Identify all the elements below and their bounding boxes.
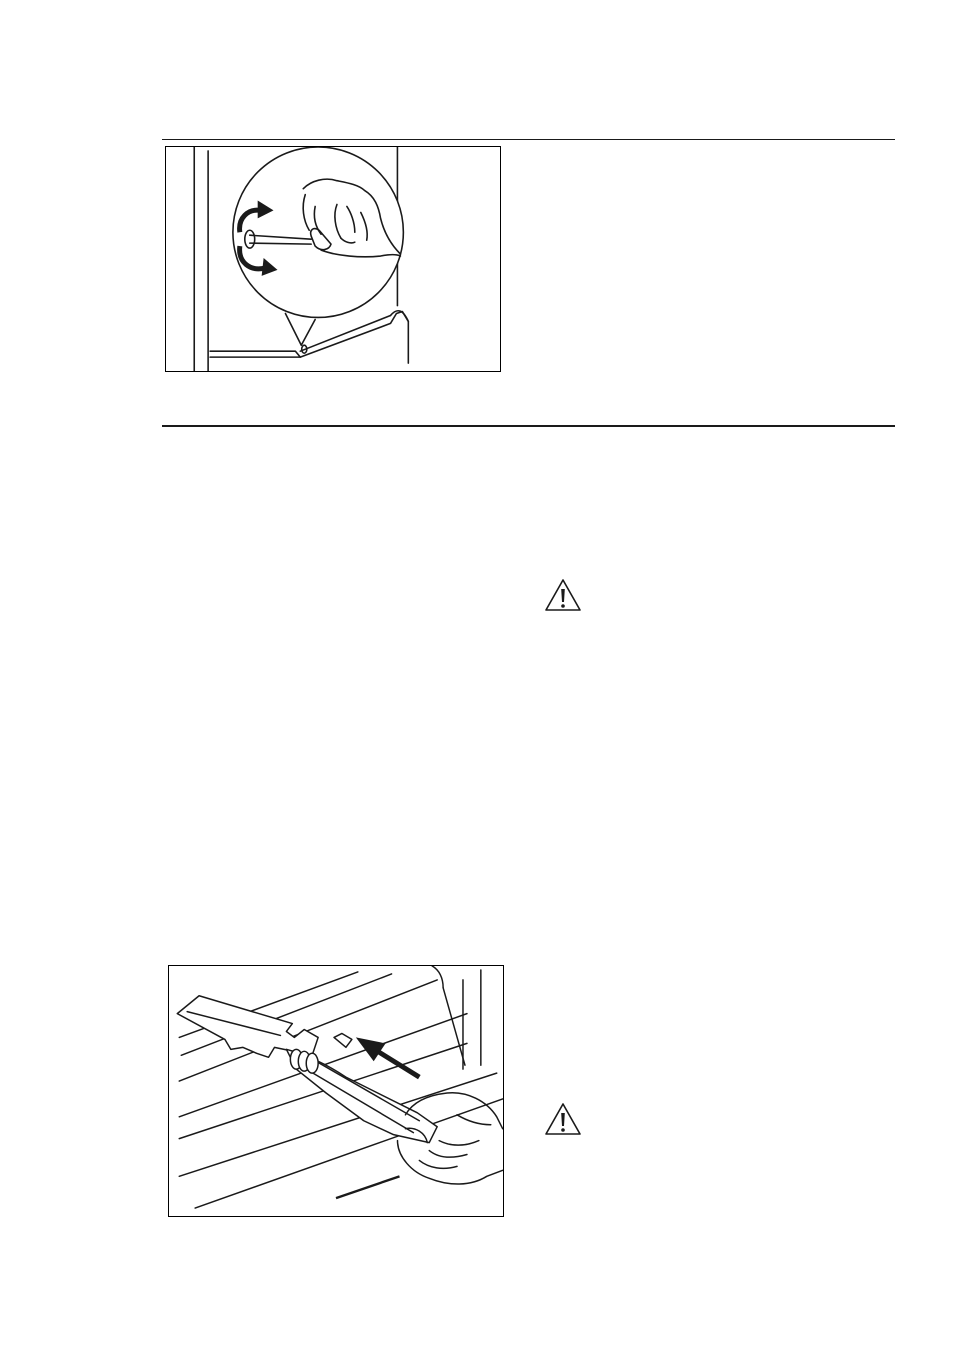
scraping-tool-illustration	[169, 966, 503, 1216]
figure-drain-hole-cleaning	[165, 146, 501, 372]
warning-triangle-icon	[543, 577, 583, 613]
section-divider-middle	[162, 425, 895, 427]
warning-triangle-icon-graphic	[543, 1101, 583, 1137]
warning-triangle-icon	[543, 1101, 583, 1137]
warning-triangle-icon-graphic	[543, 577, 583, 613]
section-divider-top	[162, 139, 895, 140]
figure-tool-scraping-panel	[168, 965, 504, 1217]
drain-hole-illustration	[166, 147, 500, 371]
